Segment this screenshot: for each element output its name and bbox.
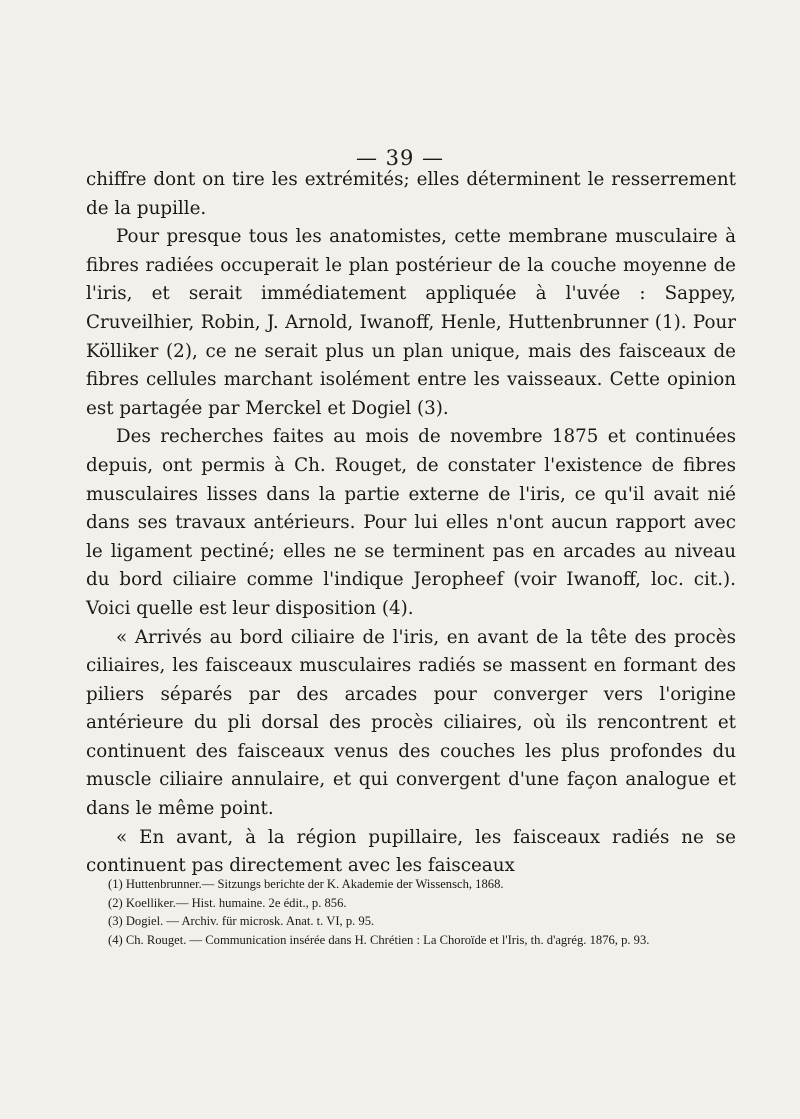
body-text (86, 166, 736, 881)
paragraph-anatomists: Pour presque tous les anatomistes, cette membrane musculaire à fibres radiées occuperait le plan postérieur de la couche moyenne de l'iris, et serait immédiatement appliquée à l'uvée : Sappey, Cruveilhier, Robin, J. Arnold, Iwanoff, Henle, Huttenbrunner (1). Pour Kölliker (2), ce ne serait plus un plan unique, mais des faisceaux de fibres cellules marchant isolément entre les vaisseaux. Cette opinion est partagée par Merckel et Dogiel (3). (86, 226, 736, 419)
footnote-4: (4) Ch. Rouget. — Communication insérée dans H. Chrétien : La Choroïde et l'Iris, th. d'agrég. 1876, p. 93. (108, 932, 650, 947)
footnote-3: (3) Dogiel. — Archiv. für microsk. Anat. t. VI, p. 95. (108, 914, 375, 929)
footnote-2: (2) Koelliker.— Hist. humaine. 2e édit., p. 856. (108, 895, 347, 910)
paragraph-rouget-research: Des recherches faites au mois de novembre 1875 et continuées depuis, ont permis à Ch. Rouget, de constater l'existence de fibres musculaires lisses dans la partie externe de l'iris, ce qu'il avait nié dans ses travaux antérieurs. Pour lui elles n'ont aucun rapport avec le ligament pectiné; elles ne se terminent pas en arcades au niveau du bord ciliaire comme l'indique Jeropheef (voir Iwanoff, loc. cit.). Voici quelle est leur disposition (4). (86, 426, 736, 619)
paragraph-quote-pupillary: « En avant, à la région pupillaire, les faisceaux radiés ne se continuent pas directement avec les faisceaux (86, 826, 736, 877)
page-number-header: — 39 — (355, 146, 445, 170)
footnote-1: (1) Huttenbrunner.— Sitzungs berichte der K. Akademie der Wissensch, 1868. (108, 877, 504, 891)
footnotes (108, 875, 738, 949)
paragraph-quote-ciliary: « Arrivés au bord ciliaire de l'iris, en avant de la tête des procès ciliaires, les faisceaux musculaires radiés se massent en formant des piliers séparés par des arcades pour converger vers l'origine antérieure du pli dorsal des procès ciliaires, où ils rencontrent et continuent des faisceaux venus des couches les plus profondes du muscle ciliaire annulaire, et qui convergent d'une façon analogue et dans le même point. (86, 626, 736, 820)
paragraph-continuation: chiffre dont on tire les extrémités; elles déterminent le resserrement de la pupille. (86, 169, 736, 219)
